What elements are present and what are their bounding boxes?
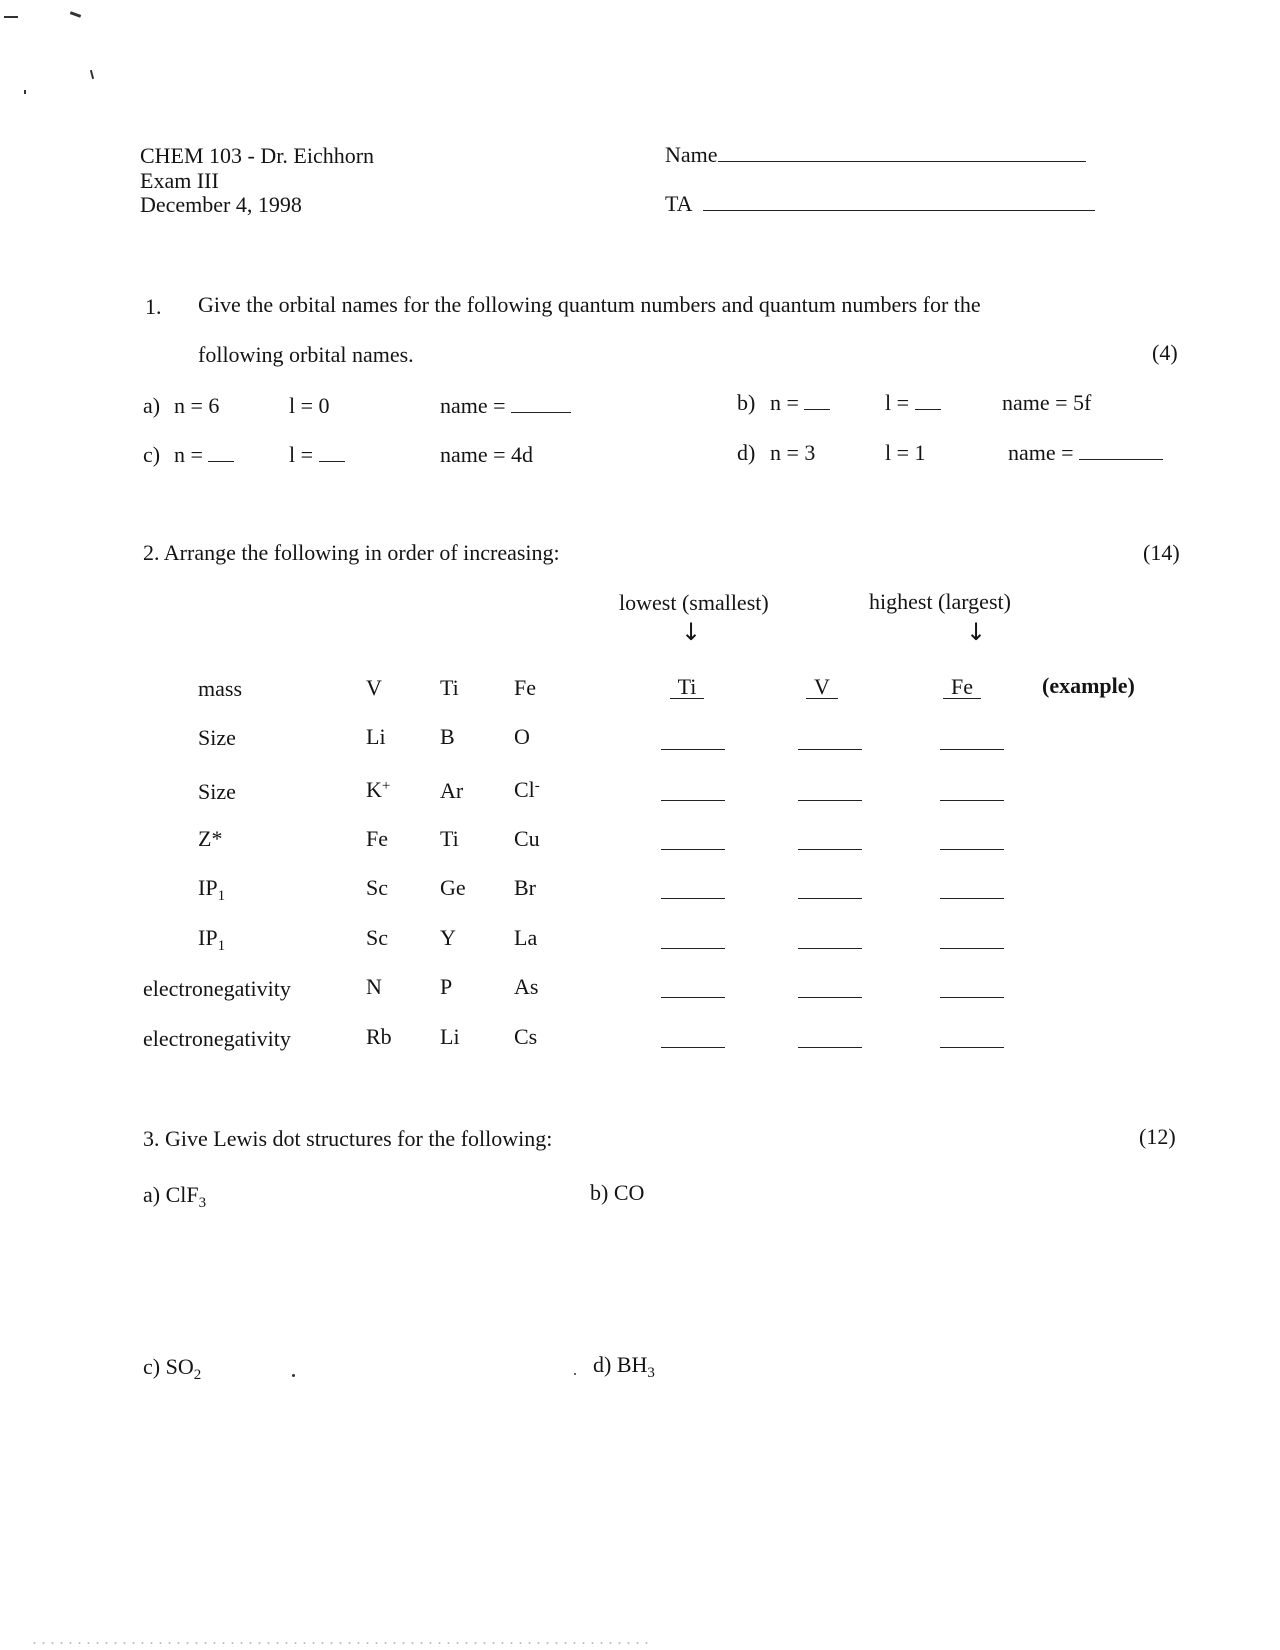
answer-blank-middle[interactable] — [798, 996, 862, 998]
name-label: Name — [665, 142, 718, 167]
row-element-2: Ti — [440, 675, 459, 700]
q3d-label: d) — [593, 1352, 612, 1377]
name-field[interactable] — [665, 144, 1086, 166]
answer-blank-lowest[interactable] — [661, 799, 725, 801]
row-property: $IP_1$ — [198, 875, 226, 904]
q3a-label: a) — [143, 1182, 161, 1207]
example-answer-lowest: Ti — [655, 676, 719, 699]
answer-blank-lowest[interactable] — [661, 848, 725, 850]
row-element-1: N — [366, 974, 382, 999]
answer-blank-highest[interactable] — [940, 799, 1004, 801]
q3a — [143, 1182, 207, 1211]
answer-blank-middle[interactable] — [798, 799, 862, 801]
answer-blank-highest[interactable] — [940, 748, 1004, 750]
row-element-3: Cl- — [514, 777, 540, 802]
ta-blank[interactable] — [703, 210, 1095, 211]
q3b-label: b) — [590, 1180, 609, 1205]
row-element-3: La — [514, 925, 538, 950]
q1c-label: c) — [143, 442, 161, 467]
row-element-1: Sc — [366, 925, 388, 950]
q3c — [143, 1354, 202, 1383]
q1d-n: n = 3 — [770, 440, 816, 465]
row-element-1: Rb — [366, 1024, 392, 1049]
row-element-2: Li — [440, 1024, 460, 1049]
q1a-name — [440, 395, 571, 417]
stray-dot — [292, 1374, 295, 1377]
q3-points: (12) — [1139, 1124, 1176, 1149]
q1d-name-blank[interactable] — [1079, 459, 1163, 460]
q1c-l-label: l = — [289, 442, 314, 467]
q1b-l — [885, 392, 941, 414]
q1-text-line2: following orbital names. — [198, 342, 414, 367]
q3c-formula: $SO_2$ — [165, 1354, 202, 1383]
q1c-n-blank[interactable] — [208, 461, 234, 462]
q1-points: (4) — [1152, 340, 1178, 365]
row-element-3: As — [514, 974, 539, 999]
example-answer-middle: V — [790, 676, 854, 699]
row-property: $IP_1$ — [198, 925, 226, 954]
q3b-formula: CO — [613, 1180, 645, 1205]
answer-blank-lowest[interactable] — [661, 897, 725, 899]
down-arrow-icon: ↓ — [681, 618, 702, 646]
row-element-1: Li — [366, 724, 386, 749]
q1b-label: b) — [737, 390, 756, 415]
scan-mark — [24, 90, 26, 94]
row-element-3: Br — [514, 875, 536, 900]
scan-mark — [4, 16, 18, 18]
answer-blank-highest[interactable] — [940, 947, 1004, 949]
answer-blank-lowest[interactable] — [661, 1046, 725, 1048]
q1-text-line1: Give the orbital names for the following quantum numbers and quantum numbers for the — [198, 292, 981, 317]
q1c-n-label: n = — [174, 442, 203, 467]
exam-date: December 4, 1998 — [140, 192, 302, 217]
scan-noise — [30, 1642, 650, 1644]
q1a-n: n = 6 — [174, 393, 220, 418]
row-property: electronegativity — [143, 976, 291, 1001]
course-title: CHEM 103 - Dr. Eichhorn — [140, 143, 375, 168]
q3c-label: c) — [143, 1354, 161, 1379]
scan-mark — [70, 11, 81, 18]
scan-mark — [90, 70, 94, 79]
q1c-n — [174, 444, 234, 466]
q2-points: (14) — [1143, 540, 1180, 565]
answer-blank-middle[interactable] — [798, 947, 862, 949]
row-property: mass — [198, 676, 242, 701]
answer-blank-highest[interactable] — [940, 897, 1004, 899]
row-element-2: Ti — [440, 826, 459, 851]
ta-field[interactable] — [665, 193, 1095, 215]
example-answer-highest: Fe — [930, 676, 994, 699]
answer-blank-middle[interactable] — [798, 848, 862, 850]
q3d — [593, 1352, 655, 1381]
q1d-label: d) — [737, 440, 756, 465]
row-element-3: Fe — [514, 675, 536, 700]
highest-label: highest (largest) — [869, 589, 1011, 614]
row-element-3: Cs — [514, 1024, 538, 1049]
row-element-1: K+ — [366, 777, 391, 802]
q1b-n — [770, 392, 830, 414]
q1b-name: name = 5f — [1002, 390, 1092, 415]
q1a-l: l = 0 — [289, 393, 330, 418]
q1a-label: a) — [143, 393, 161, 418]
lowest-label: lowest (smallest) — [619, 590, 769, 615]
ta-label: TA — [665, 191, 692, 216]
answer-blank-middle[interactable] — [798, 748, 862, 750]
row-property: Size — [198, 779, 236, 804]
q1c-name: name = 4d — [440, 442, 534, 467]
answer-blank-middle[interactable] — [798, 897, 862, 899]
answer-blank-middle[interactable] — [798, 1046, 862, 1048]
answer-blank-highest[interactable] — [940, 996, 1004, 998]
row-property: Z* — [198, 826, 223, 851]
q1b-n-label: n = — [770, 390, 799, 415]
q3d-formula: $BH_3$ — [616, 1352, 655, 1381]
q1d-name-label: name = — [1008, 440, 1074, 465]
row-property: electronegativity — [143, 1026, 291, 1051]
down-arrow-icon: ↓ — [966, 618, 987, 646]
row-element-2: P — [440, 974, 453, 999]
q1b-n-blank[interactable] — [804, 409, 830, 410]
stray-dot — [574, 1373, 576, 1375]
q1b-l-label: l = — [885, 390, 910, 415]
q1b-l-blank[interactable] — [915, 409, 941, 410]
q1a-name-blank[interactable] — [511, 412, 571, 413]
row-element-1: V — [366, 675, 382, 700]
q3a-formula: ClF$_3$ — [165, 1182, 207, 1211]
row-element-2: Y — [440, 925, 456, 950]
q1-number: 1. — [145, 294, 162, 319]
answer-blank-highest[interactable] — [940, 1046, 1004, 1048]
answer-blank-lowest[interactable] — [661, 748, 725, 750]
q1c-l-blank[interactable] — [319, 461, 345, 462]
row-element-2: Ar — [440, 778, 464, 803]
row-element-1: Sc — [366, 875, 388, 900]
answer-blank-highest[interactable] — [940, 848, 1004, 850]
q2-title: 2. Arrange the following in order of increasing: — [143, 540, 560, 565]
q3b — [590, 1182, 644, 1204]
example-label: (example) — [1042, 673, 1135, 698]
row-element-3: Cu — [514, 826, 540, 851]
q3-title: 3. Give Lewis dot structures for the following: — [143, 1126, 553, 1151]
row-element-3: O — [514, 724, 530, 749]
q1d-l: l = 1 — [885, 440, 926, 465]
q1d-name — [1008, 442, 1163, 464]
exam-number: Exam III — [140, 168, 219, 193]
row-element-1: Fe — [366, 826, 388, 851]
answer-blank-lowest[interactable] — [661, 996, 725, 998]
q1c-l — [289, 444, 345, 466]
row-element-2: Ge — [440, 875, 466, 900]
answer-blank-lowest[interactable] — [661, 947, 725, 949]
name-blank[interactable] — [718, 161, 1086, 162]
row-element-2: B — [440, 724, 455, 749]
q1a-name-label: name = — [440, 393, 506, 418]
row-property: Size — [198, 725, 236, 750]
